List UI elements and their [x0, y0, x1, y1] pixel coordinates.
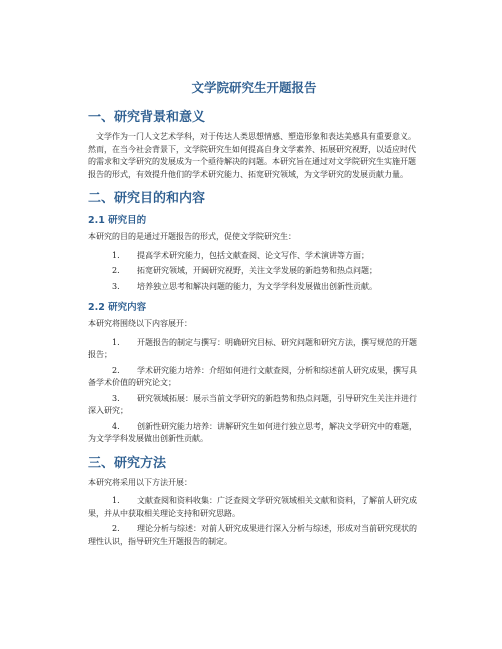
section-1-paragraph: 文学作为一门人文艺术学科，对于传达人类思想情感、塑造形象和表达美感具有重要意义。然而，在当今社会背景下，文学院研究生如何提高自身文学素养、拓展研究视野，以适应时代的需求和文学研究的发展成为一个亟待解决的问题。本研究旨在通过对文学院研究生实施开题报告的形式，有效提升他们的学术研究能力、拓宽研究领域，为文学研究的发展贡献力量。 [88, 132, 416, 179]
document-title: 文学院研究生开题报告 [191, 80, 317, 95]
section-3-intro: 本研究将采用以下方法开展： [88, 477, 192, 487]
list-item: 1. 提高学术研究能力，包括文献查阅、论文写作、学术演讲等方面； [112, 250, 369, 260]
section-1-heading: 一、研究背景和意义 [88, 110, 206, 125]
list-item: 3. 培养独立思考和解决问题的能力，为文学学科发展做出创新性贡献。 [112, 281, 377, 291]
goals-list [88, 250, 420, 294]
list-item: 2. 理论分析与综述：对前人研究成果进行深入分析与综述，形成对当前研究现状的理性认识，指导研究生开题报告的制定。 [88, 524, 417, 546]
list-item: 1. 文献查阅和资料收集：广泛查阅文学研究领域相关文献和资料，了解前人研究成果，并从中获取相关理论支持和研究思路。 [88, 496, 417, 518]
list-item: 2. 拓宽研究领域，开阔研究视野，关注文学发展的新趋势和热点问题； [112, 266, 377, 275]
subsection-2-1-heading: 2.1 研究目的 [88, 215, 147, 226]
section-3-heading: 三、研究方法 [88, 455, 167, 471]
methods-list [88, 495, 420, 548]
content-list [88, 337, 420, 446]
subsection-2-2-intro: 本研究将围绕以下内容展开： [88, 319, 192, 328]
list-item: 2. 学术研究能力培养：介绍如何进行文献查阅，分析和综述前人研究成果，撰写具备学术价值的研究论文； [88, 365, 417, 387]
list-item: 4. 创新性研究能力培养：讲解研究生如何进行独立思考，解决文学研究中的难题，为文学学科发展做出创新性贡献。 [88, 421, 417, 443]
list-item: 3. 研究领域拓展：展示当前文学研究的新趋势和热点问题，引导研究生关注并进行深入研究； [88, 393, 417, 415]
subsection-2-2-heading: 2.2 研究内容 [88, 302, 147, 313]
subsection-2-1-intro: 本研究的目的是通过开题报告的形式，促使文学院研究生： [88, 232, 296, 241]
section-2-heading: 二、研究目的和内容 [88, 191, 206, 206]
list-item: 1. 开题报告的制定与撰写：明确研究目标、研究问题和研究方法，撰写规范的开题报告； [88, 337, 417, 359]
